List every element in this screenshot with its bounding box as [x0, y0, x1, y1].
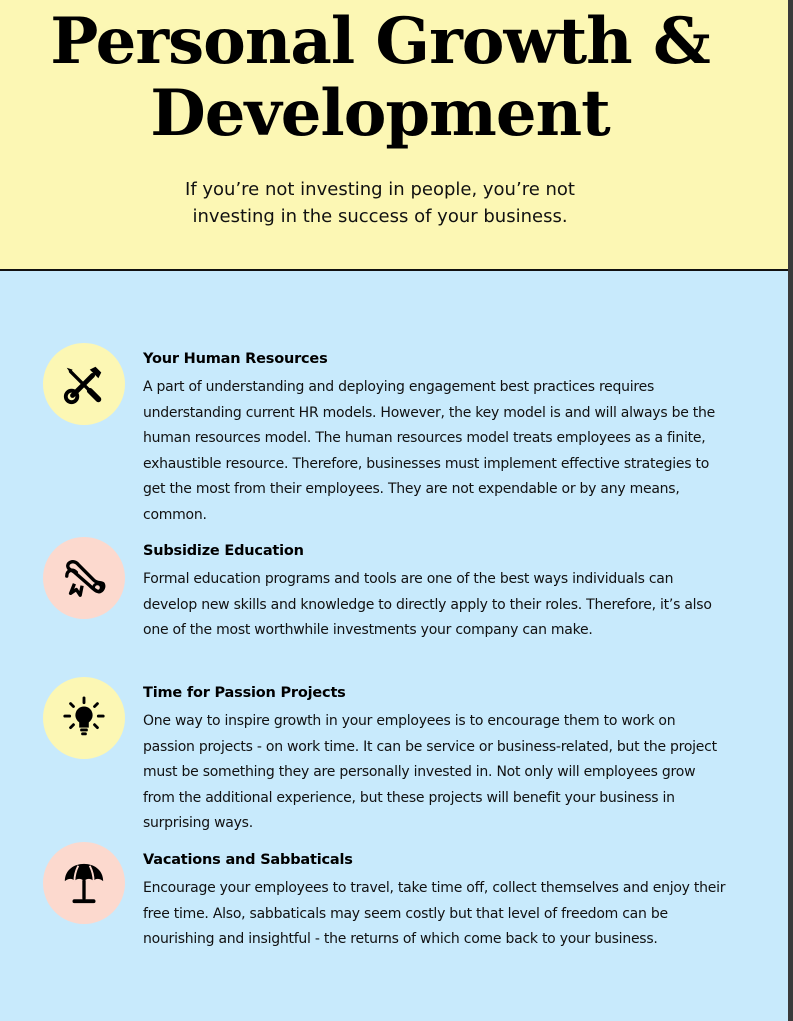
- section-heading: Time for Passion Projects: [143, 685, 346, 701]
- section-heading: Subsidize Education: [143, 543, 304, 559]
- section-body: A part of understanding and deploying engagement best practices requires understanding current HR models. However, the key model is and will always be the human resources model. The human resources model treats employees as a finite, exhaustible resource. Therefore, businesses must implement effective strategies to get the most from their employees. They are not expendable or by any means, common.: [143, 379, 716, 523]
- diploma-scroll-icon: [43, 537, 125, 619]
- lightbulb-icon: [43, 677, 125, 759]
- section-body: One way to inspire growth in your employees is to encourage them to work on passion projects - on work time. It can be service or business-related, but the project must be something they are personally invested in. Not only will employees grow from the additional experience, but these projects will benefit your business in surprising ways.: [143, 713, 717, 831]
- page-subtitle: If you’re not investing in people, you’re not investing in the success of your business.: [185, 179, 575, 227]
- section-heading: Vacations and Sabbaticals: [143, 852, 353, 868]
- page-title: Personal Growth & Development: [50, 4, 710, 151]
- section-body: Encourage your employees to travel, take time off, collect themselves and enjoy their free time. Also, sabbaticals may seem costly but that level of freedom can be nourishing and insightful - the returns of which come back to your business.: [143, 880, 726, 947]
- beach-umbrella-icon: [43, 842, 125, 924]
- tools-icon: [43, 343, 125, 425]
- section-heading: Your Human Resources: [143, 351, 328, 367]
- header-band: [0, 0, 788, 269]
- page-edge-shadow: [788, 0, 793, 1021]
- section-body: Formal education programs and tools are one of the best ways individuals can develop new skills and knowledge to directly apply to their roles. Therefore, it’s also one of the most worthwhile investments your company can make.: [143, 571, 712, 638]
